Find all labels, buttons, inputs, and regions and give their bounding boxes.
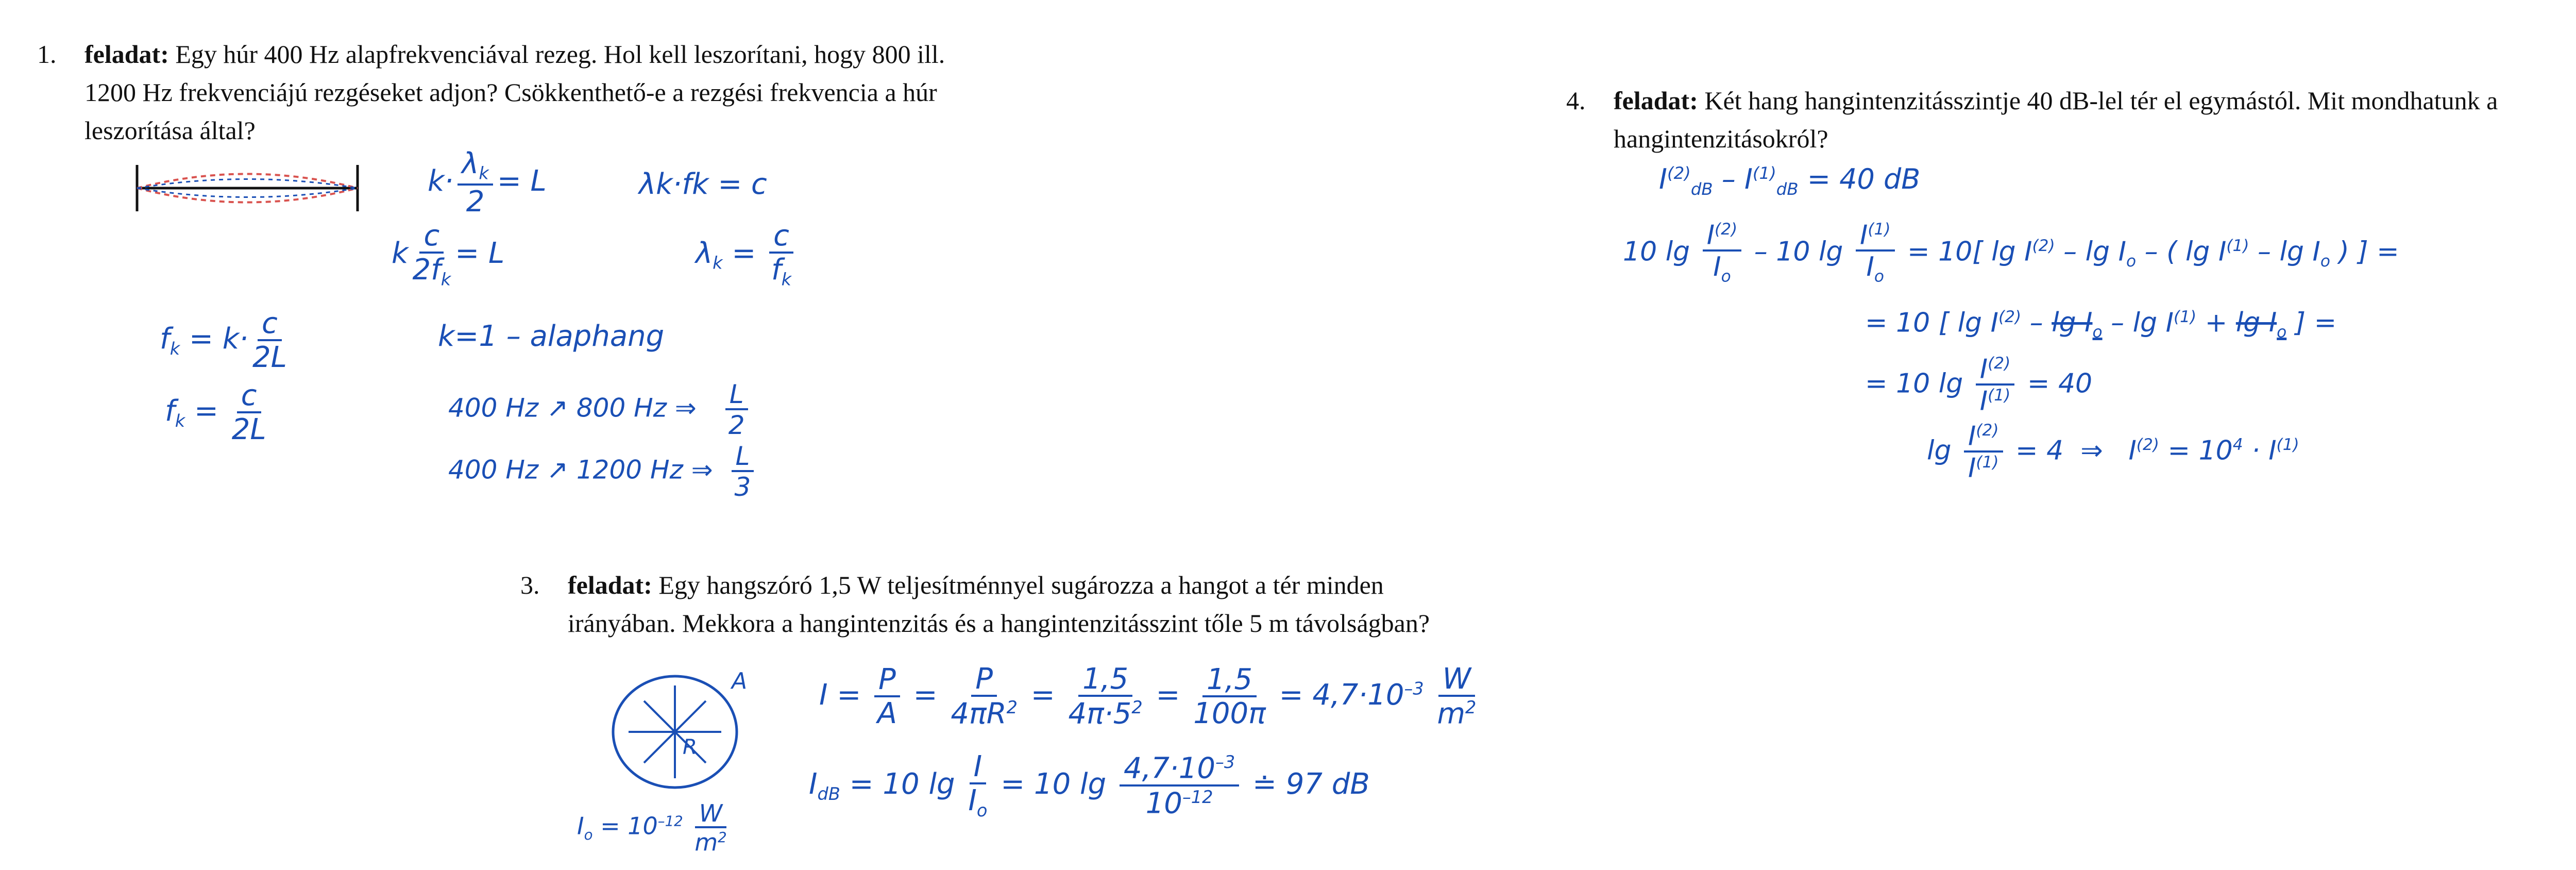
t4-eq1: $I^{(2)}_{dB} - I^{(1)}_{dB} = 40$ dB [1659,163,1921,199]
task-3-line-1: Egy hangszóró 1,5 W teljesítménnyel sugározza a hangot a tér minden [658,571,1384,599]
t1-eq8a: 400 Hz ↗ 800 Hz ⇒ $\frac{L}{2}$ [448,381,752,438]
t4-eq5: lg $\frac{I^{(2)}}{I^{(1)}}$ = 4 ⇒ $I^{(2)} = 10^4 \cdot I^{(1)}$ [1927,421,2299,484]
t1-eq5: $f_k = k\cdot$ $\frac{c}{2L}$ [160,307,287,374]
t3-eq1: I = $\frac{P}{A}$ = $\frac{P}{4\pi R^2}$ = $\frac{1,5}{4\pi\cdot 5^2}$ = $\frac{1,5}{100\pi}$ = $4,7\cdot 10^{-3}$ $\frac{W}{m^2}$ [819,662,1477,731]
task-4-number: 4. [1566,86,1586,115]
t1-eq2: λk·fk = c [639,168,767,201]
t4-eq2: 10 lg $\frac{I^{(2)}}{I_o}$ – 10 lg $\frac{I^{(1)}}{I_o}$ = 10[ $\lg I^{(2)}$ – $\lg I_o$ – ( $\lg I^{(1)}$ – $\lg I_o$ ) ] = [1623,220,2399,286]
task-3-line-2: irányában. Mekkora a hangintenzitás és a hangintenzitásszint tőle 5 m távolságban? [568,609,1430,638]
t4-eq3: = 10 [ $\lg I^{(2)} - \lg I_o - \lg I^{(1)} + \lg I_o$ ] = [1865,307,2337,342]
task-1-text [84,35,945,149]
task-4-line-1: Két hang hangintenzitásszintje 40 dB-lel tér el egymástól. Mit mondhatunk a [1704,86,2498,115]
t1-eq7: $f_k$ = $\frac{c}{2L}$ [165,379,266,446]
t1-eq3: k $\frac{c}{2f_k}$ = L [392,219,505,290]
t1-eq4: $\lambda_k$ = $\frac{c}{f_k}$ [696,222,798,289]
task-1-line-3: leszorítása által? [84,116,256,145]
task-4-line-2: hangintenzitásokról? [1614,124,1828,153]
task-1-keyword: feladat: [84,40,169,69]
t3-label-R: R [683,735,697,759]
task-1-line-1: Egy húr 400 Hz alapfrekvenciával rezeg. Hol kell leszorítani, hogy 800 ill. [175,40,945,69]
string-diagram [129,155,366,222]
task-3-text [568,566,1430,642]
t1-eq6: k=1 – alaphang [438,320,665,353]
t3-I0: $I_o = 10^{-12}$ $\frac{W}{m^2}$ [577,799,727,857]
task-1-line-2: 1200 Hz frekvenciájú rezgéseket adjon? Csökkenthető-e a rezgési frekvencia a húr [84,78,937,107]
t3-label-A: A [732,668,748,694]
task-1-number: 1. [37,40,57,69]
t1-eq1: k· $\frac{\lambda_k}{2}$ = L [428,147,547,219]
task-4-text [1614,81,2498,158]
task-4-keyword: feladat: [1614,86,1698,115]
task-3-number: 3. [520,571,540,599]
task-3-keyword: feladat: [568,571,652,599]
t4-eq4: = 10 lg $\frac{I^{(2)}}{I^{(1)}}$ = 40 [1865,354,2093,417]
t1-eq8b: 400 Hz ↗ 1200 Hz ⇒ $\frac{L}{3}$ [448,443,758,500]
t3-eq2: $I_{dB} = 10$ lg $\frac{I}{I_o}$ = 10 lg $\frac{4,7\cdot 10^{-3}}{10^{-12}}$ ≐ 97 dB [809,750,1370,821]
